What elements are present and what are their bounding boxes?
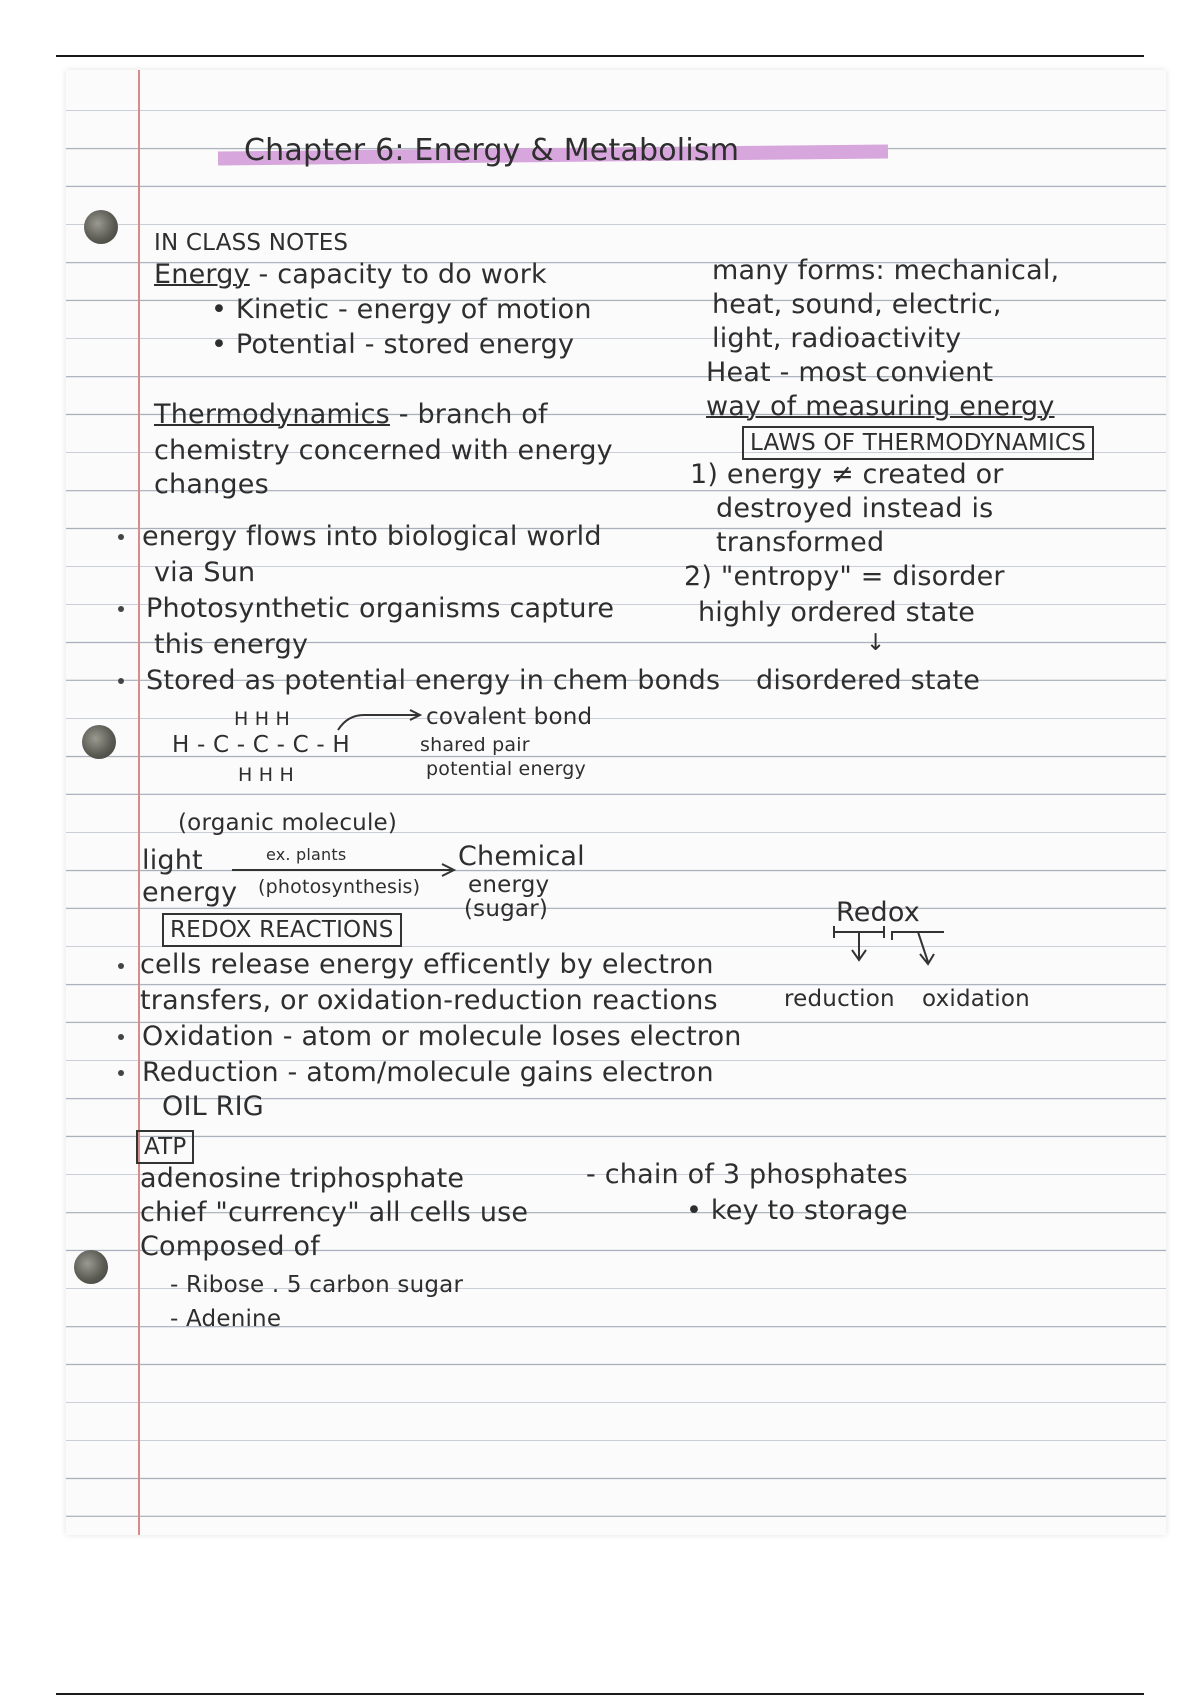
energy-forms-line-2: heat, sound, electric, [712,289,1002,320]
annotation-arrows [66,70,1166,1535]
light-word: light [142,845,203,876]
reduction-word: reduction [784,986,895,1012]
energy-flow-line-2: via Sun [154,557,256,588]
chemical-energy-word: energy [468,872,550,898]
key-to-storage-line: • key to storage [686,1195,908,1226]
down-arrow-icon: ↓ [866,630,886,656]
organic-molecule-caption: (organic molecule) [178,810,398,836]
second-law-line-2: highly ordered state [698,597,976,628]
covalent-arrow-icon [338,715,418,730]
chain-of-phosphates-line: - chain of 3 phosphates [586,1159,908,1190]
cells-release-line-2: transfers, or oxidation-reduction reactions [140,985,718,1016]
top-rule [56,55,1144,57]
reduction-line: Reduction - atom/molecule gains electron [142,1057,714,1088]
redox-word: Redox [836,897,920,928]
adenine-line: - Adenine [170,1306,282,1332]
energy-forms-line-1: many forms: mechanical, [712,255,1060,286]
in-class-notes-heading: IN CLASS NOTES [154,230,349,256]
ex-plants-label: ex. plants [266,845,347,864]
sugar-label: (sugar) [464,896,549,922]
first-law-line-1: 1) energy ≠ created or [690,459,1004,490]
molecule-bottom-hydrogens: H H H [238,764,294,786]
second-law-line-1: 2) "entropy" = disorder [684,561,1005,592]
heat-line-2: way of measuring energy [706,391,1055,422]
bottom-rule [56,1693,1144,1695]
oil-rig-mnemonic: OIL RIG [162,1091,264,1122]
second-law-line-3: disordered state [756,665,981,696]
chief-currency-line: chief "currency" all cells use [140,1197,529,1228]
chemical-word: Chemical [458,841,585,872]
stored-energy-line: Stored as potential energy in chem bonds [146,665,721,696]
photosynthetic-line-2: this energy [154,629,309,660]
energy-flow-line-1: energy flows into biological world [142,521,602,552]
shared-pair-label: shared pair [420,734,530,756]
photosynthetic-line-1: Photosynthetic organisms capture [146,593,615,624]
potential-energy-label: potential energy [426,758,586,780]
notebook-page [66,70,1166,1535]
laws-of-thermodynamics-heading: LAWS OF THERMODYNAMICS [742,426,1094,460]
thermo-term: Thermodynamics [154,399,390,430]
energy-term: Energy [154,259,250,290]
page-title: Chapter 6: Energy & Metabolism [244,133,740,168]
atp-heading: ATP [136,1130,194,1164]
photosynthesis-label: (photosynthesis) [258,876,421,898]
molecule-top-hydrogens: H H H [234,708,290,730]
light-energy-word: energy [142,877,238,908]
first-law-line-2: destroyed instead is [716,493,994,524]
covalent-bond-label: covalent bond [426,704,593,730]
energy-definition: - capacity to do work [258,259,547,290]
potential-line: • Potential - stored energy [211,329,575,360]
ribose-line: - Ribose . 5 carbon sugar [170,1272,464,1298]
first-law-line-3: transformed [716,527,885,558]
kinetic-line: • Kinetic - energy of motion [211,294,592,325]
redox-reactions-heading: REDOX REACTIONS [162,913,402,947]
composed-of-line: Composed of [140,1231,320,1262]
adenosine-line: adenosine triphosphate [140,1163,465,1194]
heat-line-1: Heat - most convient [706,357,994,388]
cells-release-line-1: cells release energy efficently by electron [140,949,714,980]
thermo-line-2: chemistry concerned with energy [154,435,613,466]
oxidation-line: Oxidation - atom or molecule loses electron [142,1021,742,1052]
molecule-carbon-chain: H - C - C - C - H [172,732,350,758]
thermo-def-1: - branch of [389,399,548,430]
thermo-line-3: changes [154,469,269,500]
oxidation-word: oxidation [922,986,1030,1012]
energy-forms-line-3: light, radioactivity [712,323,962,354]
